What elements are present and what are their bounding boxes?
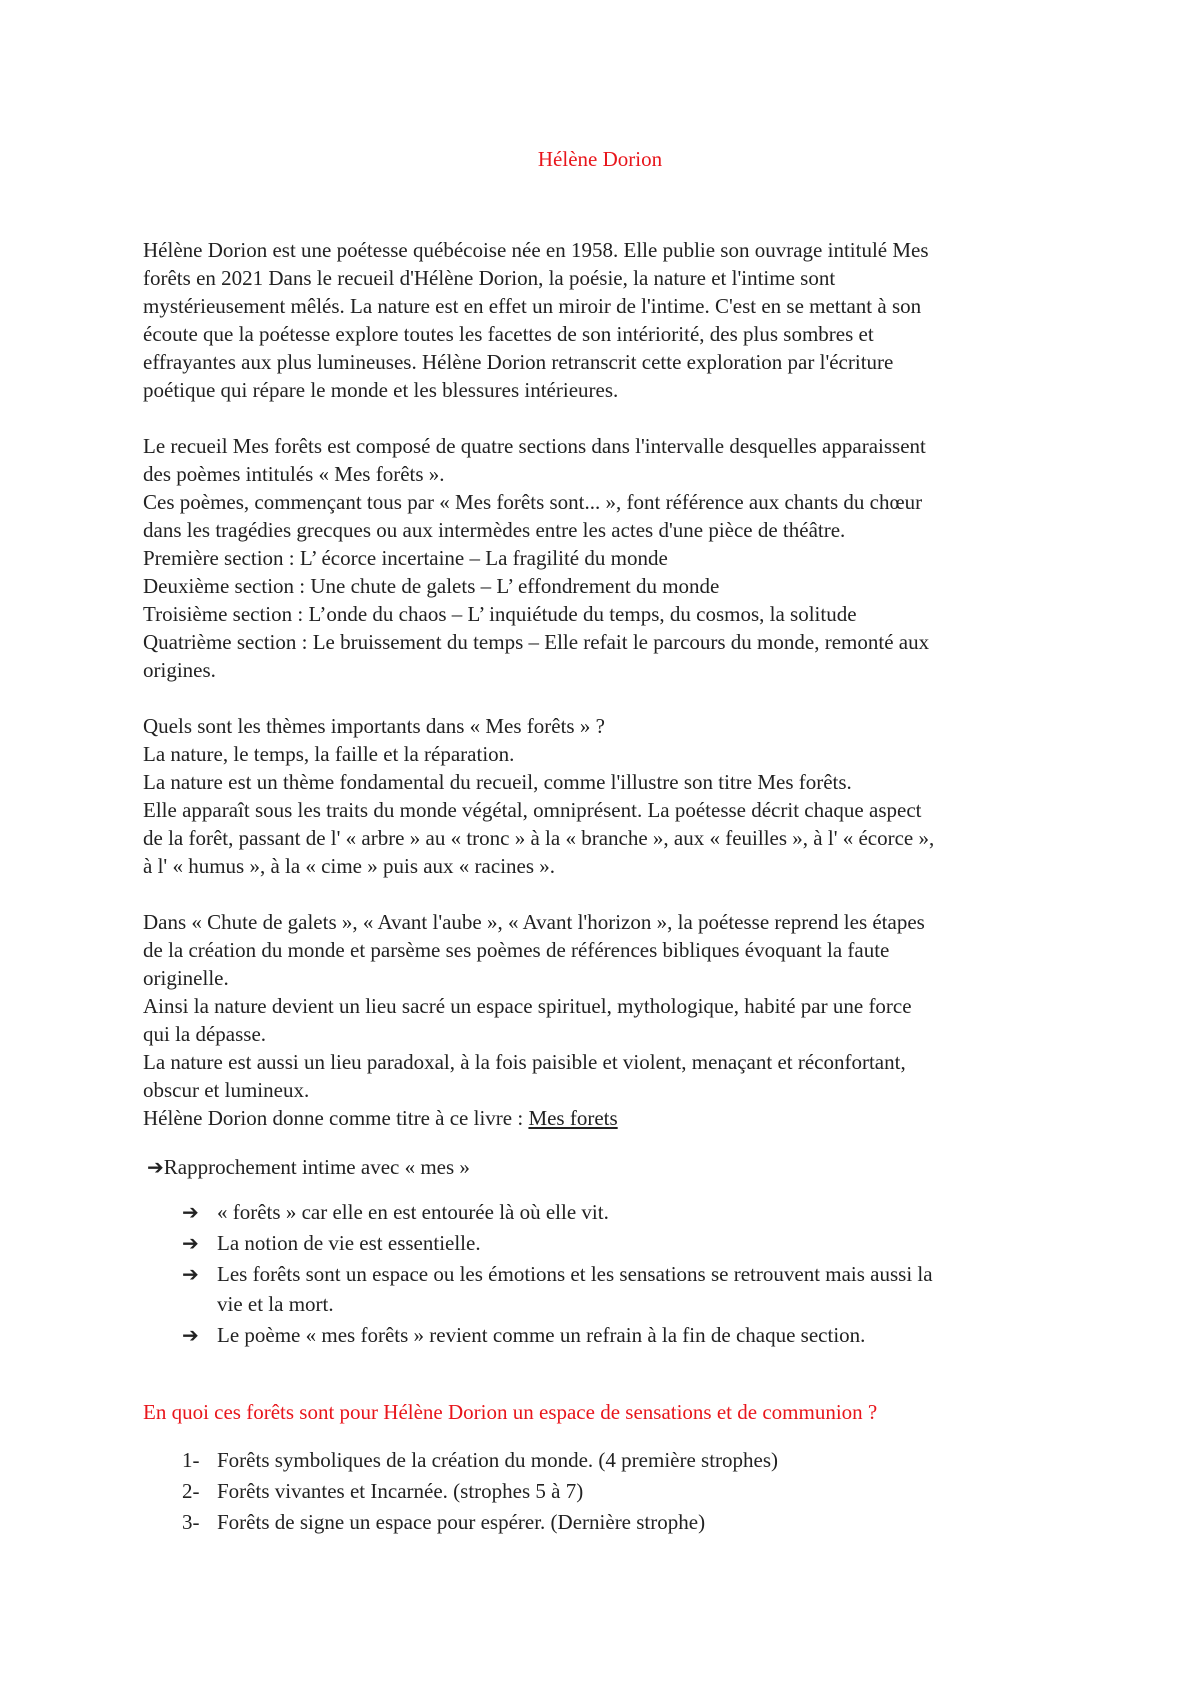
rapprochement-line: ➔Rapprochement intime avec « mes » [147,1155,470,1179]
paragraph-line: mystérieusement mêlés. La nature est en effet un miroir de l'intime. C'est en se mettant à son [143,294,922,318]
title-statement: Hélène Dorion donne comme titre à ce livre : Mes forets [143,1106,618,1130]
paragraph-line: effrayantes aux plus lumineuses. Hélène Dorion retranscrit cette exploration par l'écriture [143,350,894,374]
page-title: Hélène Dorion [537,147,663,171]
paragraph-line: de la forêt, passant de l' « arbre » au « tronc » à la « branche », aux « feuilles », à l' « écorce », [143,826,935,850]
paragraph-line: originelle. [143,966,229,990]
arrow-icon: ➔ [182,1262,199,1286]
book-title-underlined: Mes forets [528,1106,618,1130]
bullet-item: Les forêts sont un espace ou les émotions et les sensations se retrouvent mais aussi la [217,1262,933,1286]
section-line: Deuxième section : Une chute de galets – L’ effondrement du monde [143,574,720,598]
paragraph-line: La nature est aussi un lieu paradoxal, à la fois paisible et violent, menaçant et réconfortant, [143,1050,906,1074]
paragraph-line: des poèmes intitulés « Mes forêts ». [143,462,445,486]
paragraph-line: de la création du monde et parsème ses poèmes de références bibliques évoquant la faute [143,938,890,962]
section-question: En quoi ces forêts sont pour Hélène Dorion un espace de sensations et de communion ? [143,1400,878,1424]
section-line: origines. [143,658,216,682]
section-line: Première section : L’ écorce incertaine – La fragilité du monde [143,546,668,570]
plan-number: 3- [182,1510,200,1534]
paragraph-line: écoute que la poétesse explore toutes les facettes de son intériorité, des plus sombres et [143,322,874,346]
plan-item: Forêts vivantes et Incarnée. (strophes 5 à 7) [217,1479,584,1503]
paragraph-line: à l' « humus », à la « cime » puis aux « racines ». [143,854,556,878]
paragraph-line: Le recueil Mes forêts est composé de quatre sections dans l'intervalle desquelles apparaissent [143,434,926,458]
paragraph-line: Hélène Dorion est une poétesse québécoise née en 1958. Elle publie son ouvrage intitulé Mes [143,238,929,262]
bullet-item: « forêts » car elle en est entourée là où elle vit. [217,1200,609,1224]
section-line: Quatrième section : Le bruissement du temps – Elle refait le parcours du monde, remonté aux [143,630,930,654]
paragraph-line: Quels sont les thèmes importants dans « Mes forêts » ? [143,714,605,738]
paragraph-line: Ces poèmes, commençant tous par « Mes forêts sont... », font référence aux chants du chœur [143,490,923,514]
paragraph-line: poétique qui répare le monde et les blessures intérieures. [143,378,619,402]
bullet-item: La notion de vie est essentielle. [217,1231,481,1255]
arrow-icon: ➔ [182,1323,199,1347]
bullet-item: Le poème « mes forêts » revient comme un refrain à la fin de chaque section. [217,1323,866,1347]
plan-item: Forêts symboliques de la création du monde. (4 première strophes) [217,1448,779,1472]
plan-item: Forêts de signe un espace pour espérer. (Dernière strophe) [217,1510,706,1534]
arrow-icon: ➔ [182,1200,199,1224]
paragraph-line: La nature, le temps, la faille et la réparation. [143,742,515,766]
paragraph-line: qui la dépasse. [143,1022,267,1046]
arrow-icon: ➔ [182,1231,199,1255]
paragraph-line: dans les tragédies grecques ou aux intermèdes entre les actes d'une pièce de théâtre. [143,518,846,542]
arrow-icon: ➔ [147,1155,164,1179]
plan-number: 1- [182,1448,200,1472]
paragraph-line: Dans « Chute de galets », « Avant l'aube », « Avant l'horizon », la poétesse reprend les étapes [143,910,925,934]
section-line: Troisième section : L’onde du chaos – L’ inquiétude du temps, du cosmos, la solitude [143,602,857,626]
bullet-item-continuation: vie et la mort. [217,1292,334,1316]
paragraph-line: Elle apparaît sous les traits du monde végétal, omniprésent. La poétesse décrit chaque aspect [143,798,922,822]
plan-number: 2- [182,1479,200,1503]
paragraph-line: La nature est un thème fondamental du recueil, comme l'illustre son titre Mes forêts. [143,770,852,794]
paragraph-line: forêts en 2021 Dans le recueil d'Hélène Dorion, la poésie, la nature et l'intime sont [143,266,836,290]
paragraph-line: obscur et lumineux. [143,1078,310,1102]
paragraph-line: Ainsi la nature devient un lieu sacré un espace spirituel, mythologique, habité par une force [143,994,912,1018]
